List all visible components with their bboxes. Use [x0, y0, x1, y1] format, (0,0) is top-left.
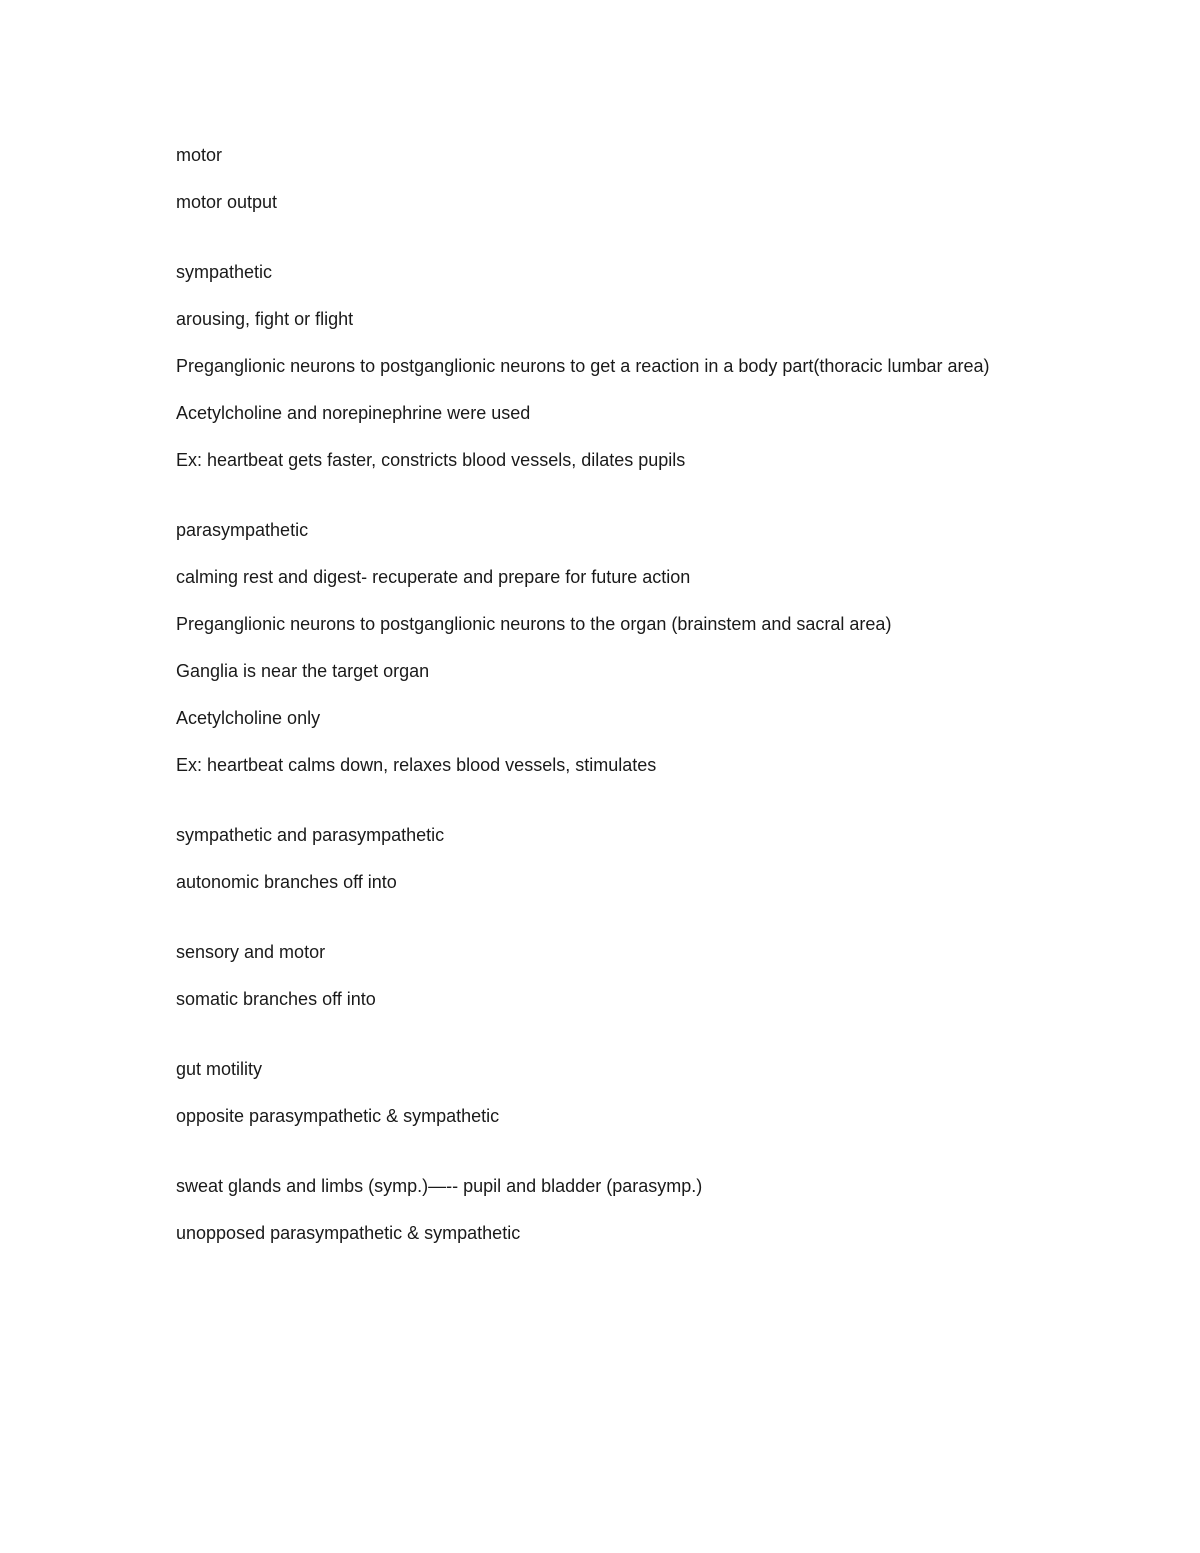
entry-definition: calming rest and digest- recuperate and prepare for future action	[176, 567, 691, 587]
entry-sympathetic-and-parasympathetic	[176, 823, 1036, 894]
entry-definition: Ex: heartbeat calms down, relaxes blood vessels, stimulates	[176, 755, 657, 775]
entry-definition: arousing, fight or flight	[176, 309, 354, 329]
entry-parasympathetic	[176, 518, 1036, 777]
entry-term: sensory and motor	[176, 942, 326, 962]
entry-term: sympathetic	[176, 262, 273, 282]
entry-definition: Acetylcholine only	[176, 708, 321, 728]
entry-definition: Ex: heartbeat gets faster, constricts blood vessels, dilates pupils	[176, 450, 686, 470]
entry-definition: unopposed parasympathetic & sympathetic	[176, 1223, 521, 1243]
entry-term: motor	[176, 145, 223, 165]
entry-sensory-and-motor	[176, 940, 1036, 1011]
entry-term: sympathetic and parasympathetic	[176, 825, 445, 845]
entry-term: gut motility	[176, 1059, 263, 1079]
entry-term: parasympathetic	[176, 520, 309, 540]
entry-term: sweat glands and limbs (symp.)—-- pupil and bladder (parasymp.)	[176, 1176, 703, 1196]
entry-sympathetic	[176, 260, 1036, 472]
entry-motor	[176, 143, 1036, 214]
document-content	[176, 143, 1036, 1291]
entry-definition: Acetylcholine and norepinephrine were used	[176, 403, 531, 423]
entry-definition: motor output	[176, 192, 278, 212]
entry-gut-motility	[176, 1057, 1036, 1128]
entry-definition: Preganglionic neurons to postganglionic neurons to get a reaction in a body part(thoracic lumbar area)	[176, 356, 990, 376]
entry-definition: opposite parasympathetic & sympathetic	[176, 1106, 500, 1126]
entry-definition: Preganglionic neurons to postganglionic neurons to the organ (brainstem and sacral area)	[176, 614, 892, 634]
entry-definition: autonomic branches off into	[176, 872, 397, 892]
entry-definition: Ganglia is near the target organ	[176, 661, 430, 681]
entry-sweat-glands	[176, 1174, 1036, 1245]
entry-definition: somatic branches off into	[176, 989, 376, 1009]
